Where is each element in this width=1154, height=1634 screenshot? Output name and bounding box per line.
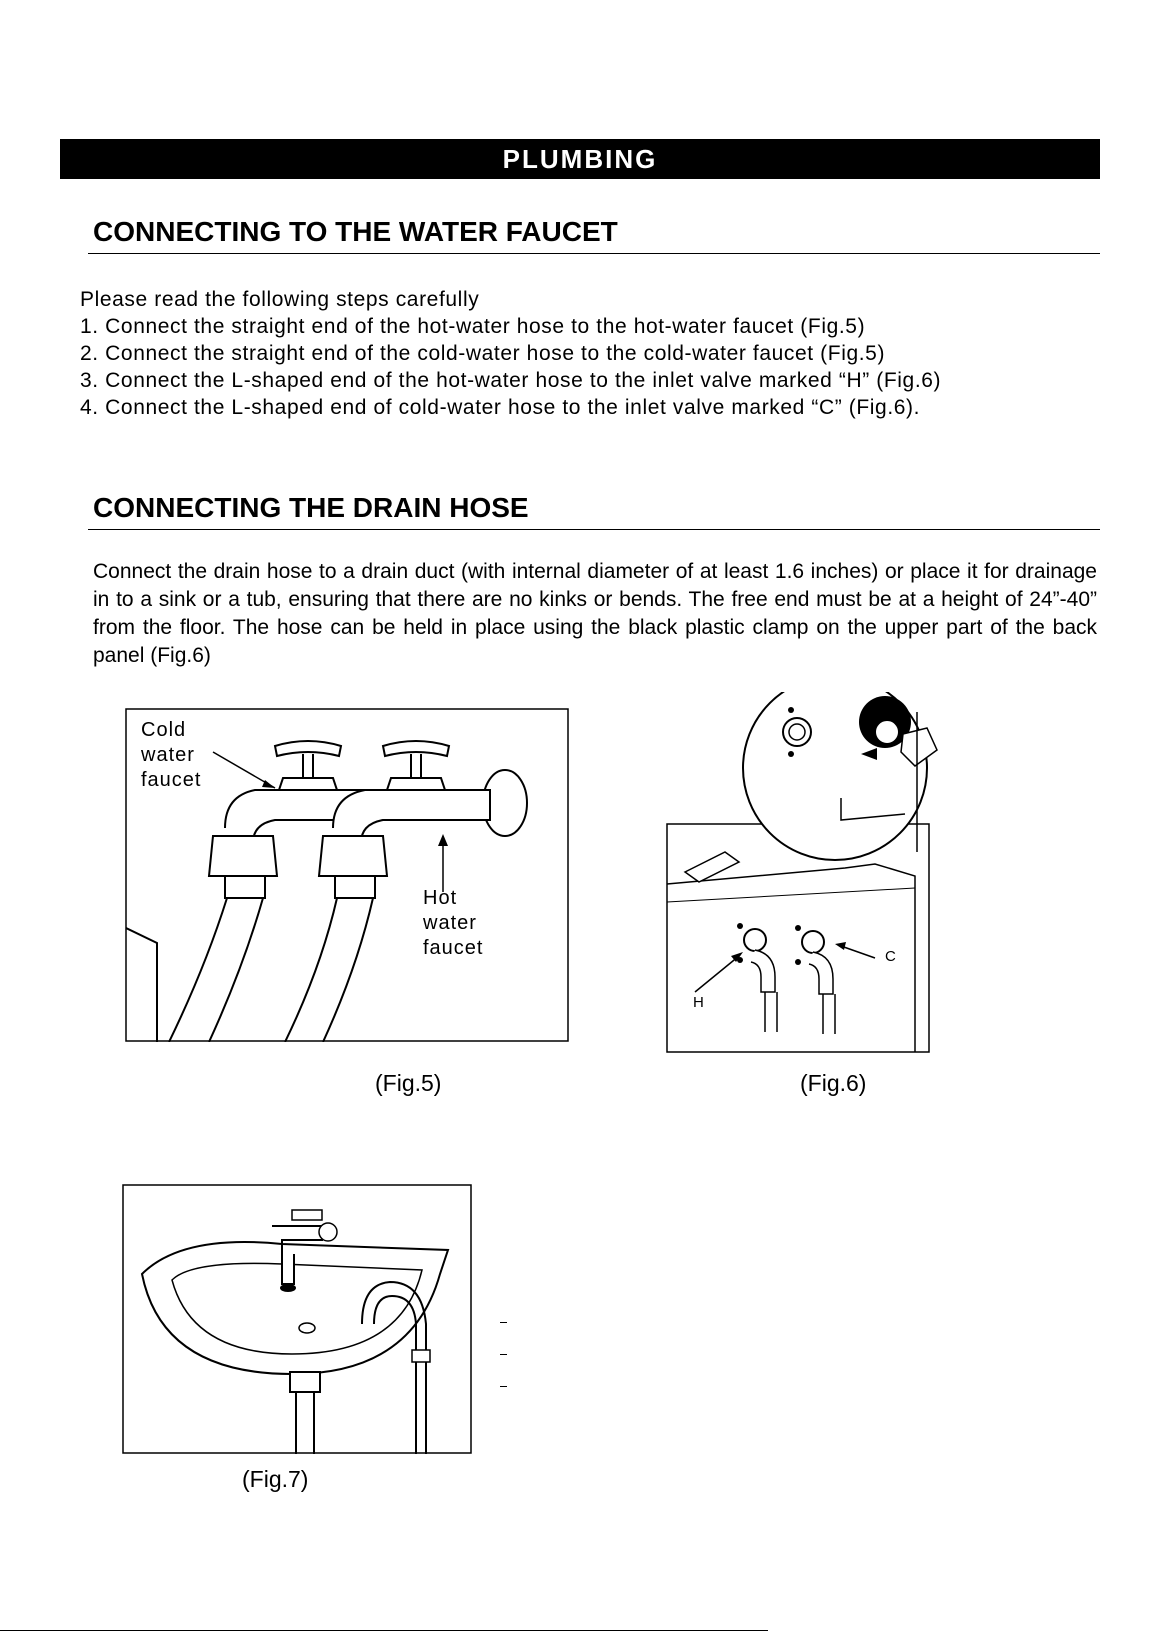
step-item: 3. Connect the L-shaped end of the hot-water hose to the inlet valve marked “H” (Fig.6)	[80, 369, 942, 392]
steps-list	[80, 286, 1140, 421]
section-rule	[88, 253, 1100, 254]
figure-6-inlet-valves	[665, 692, 965, 1054]
figure-7-caption: (Fig.7)	[242, 1466, 309, 1492]
figure-5-faucets	[125, 708, 569, 1042]
section-rule	[88, 529, 1100, 530]
dash-mark	[500, 1322, 507, 1323]
section-banner	[60, 139, 1100, 179]
banner-title: PLUMBING	[502, 143, 658, 174]
dash-mark	[500, 1386, 507, 1387]
figure-6-caption: (Fig.6)	[800, 1070, 867, 1096]
valve-c-label: C	[885, 948, 896, 965]
step-item: 1. Connect the straight end of the hot-water hose to the hot-water faucet (Fig.5)	[80, 315, 866, 338]
section-title-faucet: CONNECTING TO THE WATER FAUCET	[93, 216, 618, 247]
cold-faucet-label: Cold water faucet	[141, 719, 202, 791]
drain-paragraph: Connect the drain hose to a drain duct (with internal diameter of at least 1.6 inches) or place it for drainage in to a sink or a tub, ensuring that there are no kinks or bends. The free end must be at a height of 24”-40” from the floor. The hose can be held in place using the black plastic clamp on the upper part of the back panel (Fig.6)	[93, 560, 1097, 667]
hot-faucet-label: Hot water faucet	[423, 887, 484, 959]
valve-h-label: H	[693, 994, 704, 1011]
dash-mark	[500, 1354, 507, 1355]
figure-5-caption: (Fig.5)	[375, 1070, 442, 1096]
steps-intro: Please read the following steps carefully	[80, 288, 480, 311]
footer-rule	[0, 1630, 768, 1631]
step-item: 2. Connect the straight end of the cold-water hose to the cold-water faucet (Fig.5)	[80, 342, 886, 365]
step-item: 4. Connect the L-shaped end of cold-water hose to the inlet valve marked “C” (Fig.6).	[80, 396, 921, 419]
figure-7-sink	[122, 1184, 472, 1454]
section-title-drain: CONNECTING THE DRAIN HOSE	[93, 492, 529, 523]
